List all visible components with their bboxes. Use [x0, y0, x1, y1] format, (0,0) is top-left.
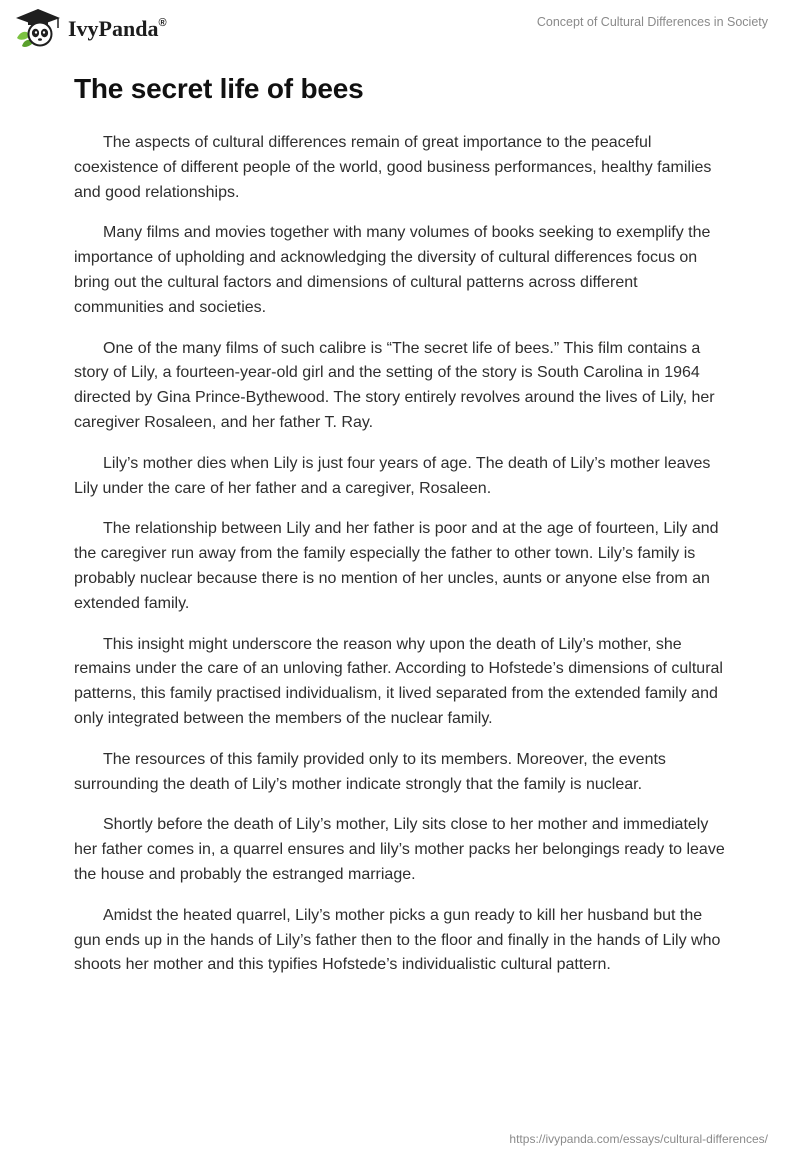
page-title: The secret life of bees	[74, 73, 364, 104]
page-header	[0, 0, 800, 60]
source-url[interactable]: https://ivypanda.com/essays/cultural-differences/	[509, 1132, 768, 1146]
paragraph: Shortly before the death of Lily’s mother, Lily sits close to her mother and immediately her father comes in, a quarrel ensures and lily’s mother packs her belongings ready to leave the house and probably the estranged marriage.	[74, 816, 725, 883]
paragraph: One of the many films of such calibre is “The secret life of bees.” This film contains a story of Lily, a fourteen-year-old girl and the setting of the story is South Carolina in 1964 directed by Gina Prince-Bythewood. The story entirely revolves around the lives of Lily, her caregiver Rosaleen, and her father T. Ray.	[74, 339, 715, 431]
logo-wordmark	[68, 16, 167, 42]
registered-mark: ®	[158, 16, 167, 29]
paragraph: This insight might underscore the reason why upon the death of Lily’s mother, she remains under the care of an unloving father. According to Hofstede’s dimensions of cultural patterns, this family practised individualism, it lived separated from the extended family and only integrated between the members of the nuclear family.	[74, 635, 723, 727]
ivypanda-logo[interactable]	[14, 8, 167, 48]
paragraph: Amidst the heated quarrel, Lily’s mother picks a gun ready to kill her husband but the gun ends up in the hands of Lily’s father then to the floor and finally in the hands of Lily who shoots her mother and this typifies Hofstede’s individualistic cultural pattern.	[74, 906, 721, 974]
document-title: Concept of Cultural Differences in Society	[536, 15, 768, 29]
paragraph: Lily’s mother dies when Lily is just four years of age. The death of Lily’s mother leaves Lily under the care of her father and a caregiver, Rosaleen.	[74, 454, 711, 497]
paragraph: The resources of this family provided only to its members. Moreover, the events surrounding the death of Lily’s mother indicate strongly that the family is nuclear.	[74, 750, 666, 793]
panda-graduate-icon	[14, 8, 62, 48]
article-body	[74, 131, 726, 994]
paragraph: The aspects of cultural differences remain of great importance to the peaceful coexistence of different people of the world, good business performances, healthy families and good relationships.	[74, 134, 712, 201]
paragraph: Many films and movies together with many volumes of books seeking to exemplify the importance of upholding and acknowledging the diversity of cultural differences focus on bring out the cultural factors and dimensions of cultural patterns across different communities and societies.	[74, 224, 711, 316]
paragraph: The relationship between Lily and her father is poor and at the age of fourteen, Lily and the caregiver run away from the family especially the father to other town. Lily’s family is probably nuclear because there is no mention of her uncles, aunts or anyone else from an extended family.	[74, 520, 719, 612]
brand-name: IvyPanda	[68, 16, 159, 41]
